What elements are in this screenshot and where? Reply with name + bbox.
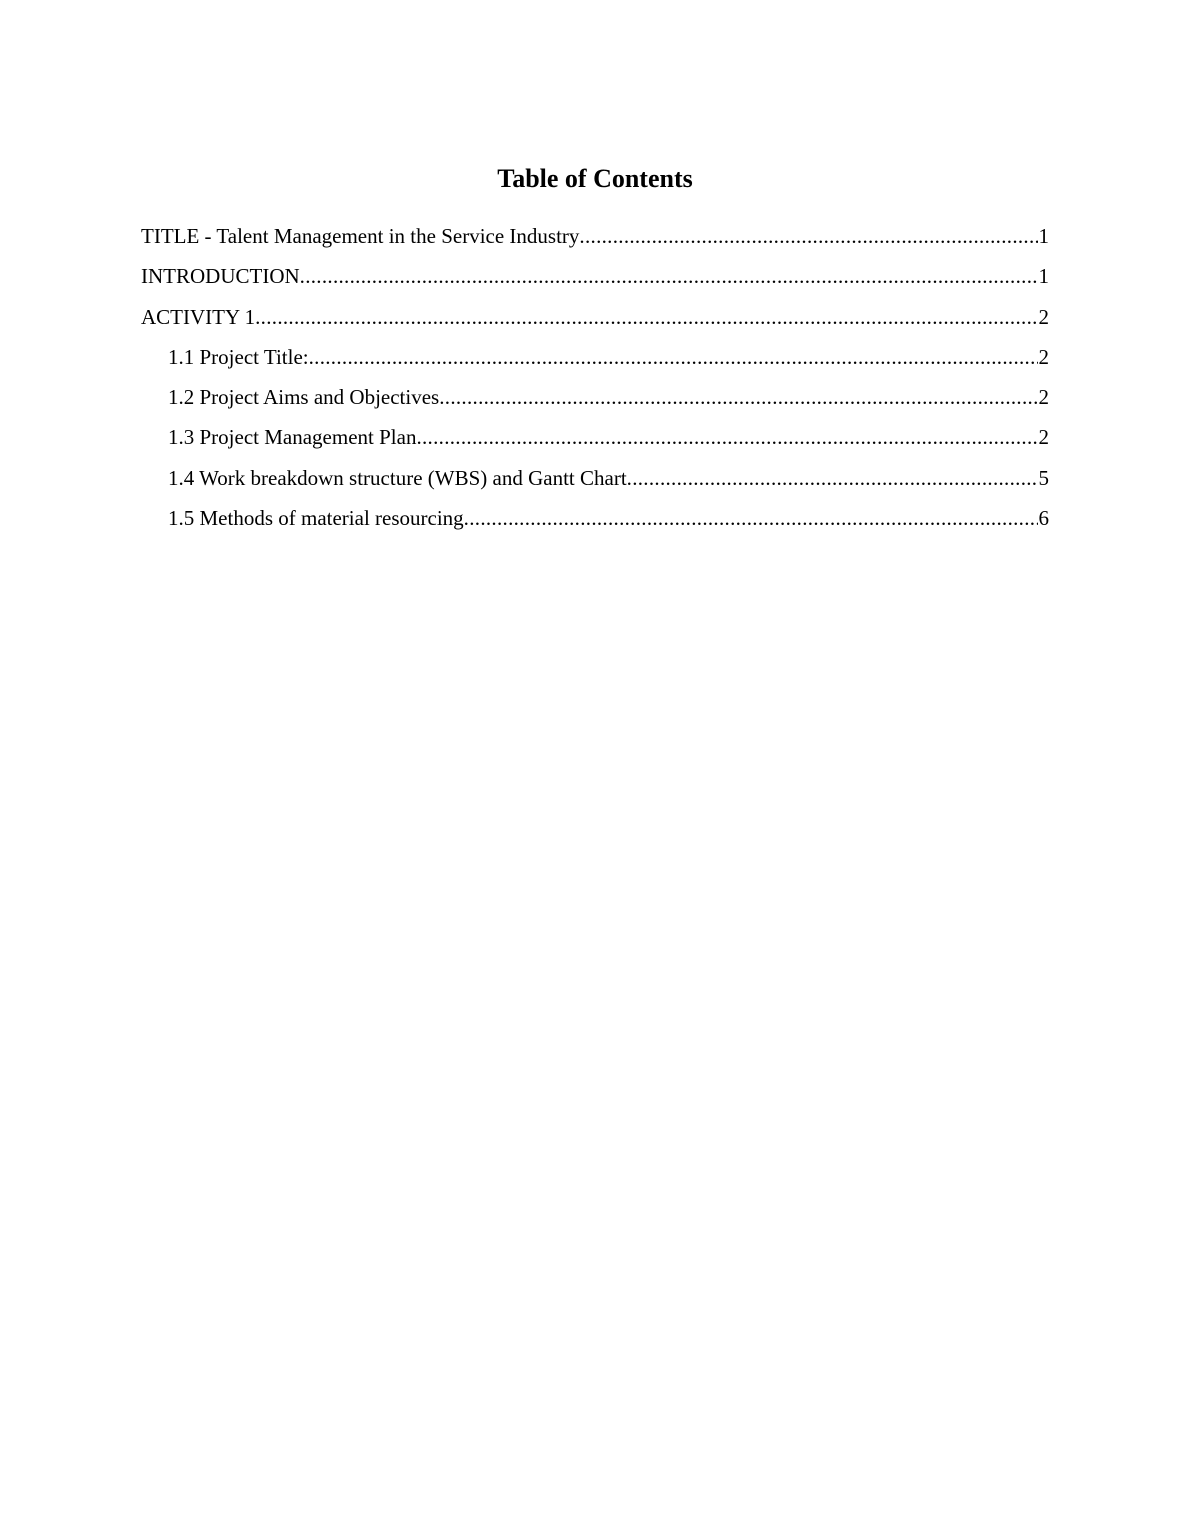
toc-dot-leader xyxy=(464,501,1038,535)
toc-entry-1-5[interactable] xyxy=(141,501,1049,541)
toc-entry-text: TITLE - Talent Management in the Service Industry xyxy=(141,224,580,248)
toc-entry-page-number: 2 xyxy=(1038,385,1049,410)
toc-entry-page-number: 1 xyxy=(1038,224,1049,248)
toc-dot-leader xyxy=(579,219,1037,253)
toc-dot-leader xyxy=(627,461,1038,495)
toc-entry-1-2[interactable] xyxy=(141,380,1049,420)
toc-entry-text: 1.4 Work breakdown structure (WBS) and Gantt Chart xyxy=(168,465,627,490)
toc-entry-page-number: 1 xyxy=(1038,264,1049,289)
toc-entry-introduction[interactable] xyxy=(141,259,1049,299)
toc-entry-1-4[interactable] xyxy=(141,461,1049,501)
toc-entry-1-1[interactable] xyxy=(141,340,1049,380)
toc-entry-page-number: 2 xyxy=(1038,304,1049,329)
toc-entry-text: ACTIVITY 1 xyxy=(141,304,256,329)
toc-entry-text: 1.1 Project Title: xyxy=(168,344,309,369)
toc-dot-leader xyxy=(309,340,1038,374)
toc-dot-leader xyxy=(416,420,1037,454)
toc-entry-text: 1.2 Project Aims and Objectives xyxy=(168,385,440,410)
toc-dot-leader xyxy=(300,259,1038,293)
toc-dot-leader xyxy=(255,300,1037,334)
toc-title: Table of Contents xyxy=(497,164,693,193)
toc-entry-page-number: 2 xyxy=(1038,425,1049,450)
toc-entry-activity-1[interactable] xyxy=(141,300,1049,340)
toc-entry-text: 1.5 Methods of material resourcing xyxy=(168,506,464,531)
toc-entry-1-3[interactable] xyxy=(141,420,1049,460)
toc-entry-page-number: 6 xyxy=(1038,506,1049,531)
toc-entry-text: INTRODUCTION xyxy=(141,264,300,289)
toc-list xyxy=(141,219,1049,541)
toc-dot-leader xyxy=(439,380,1037,414)
toc-entry-title[interactable] xyxy=(141,219,1049,259)
toc-entry-page-number: 5 xyxy=(1038,465,1049,490)
toc-entry-text: 1.3 Project Management Plan xyxy=(168,425,417,450)
toc-entry-page-number: 2 xyxy=(1038,344,1049,369)
